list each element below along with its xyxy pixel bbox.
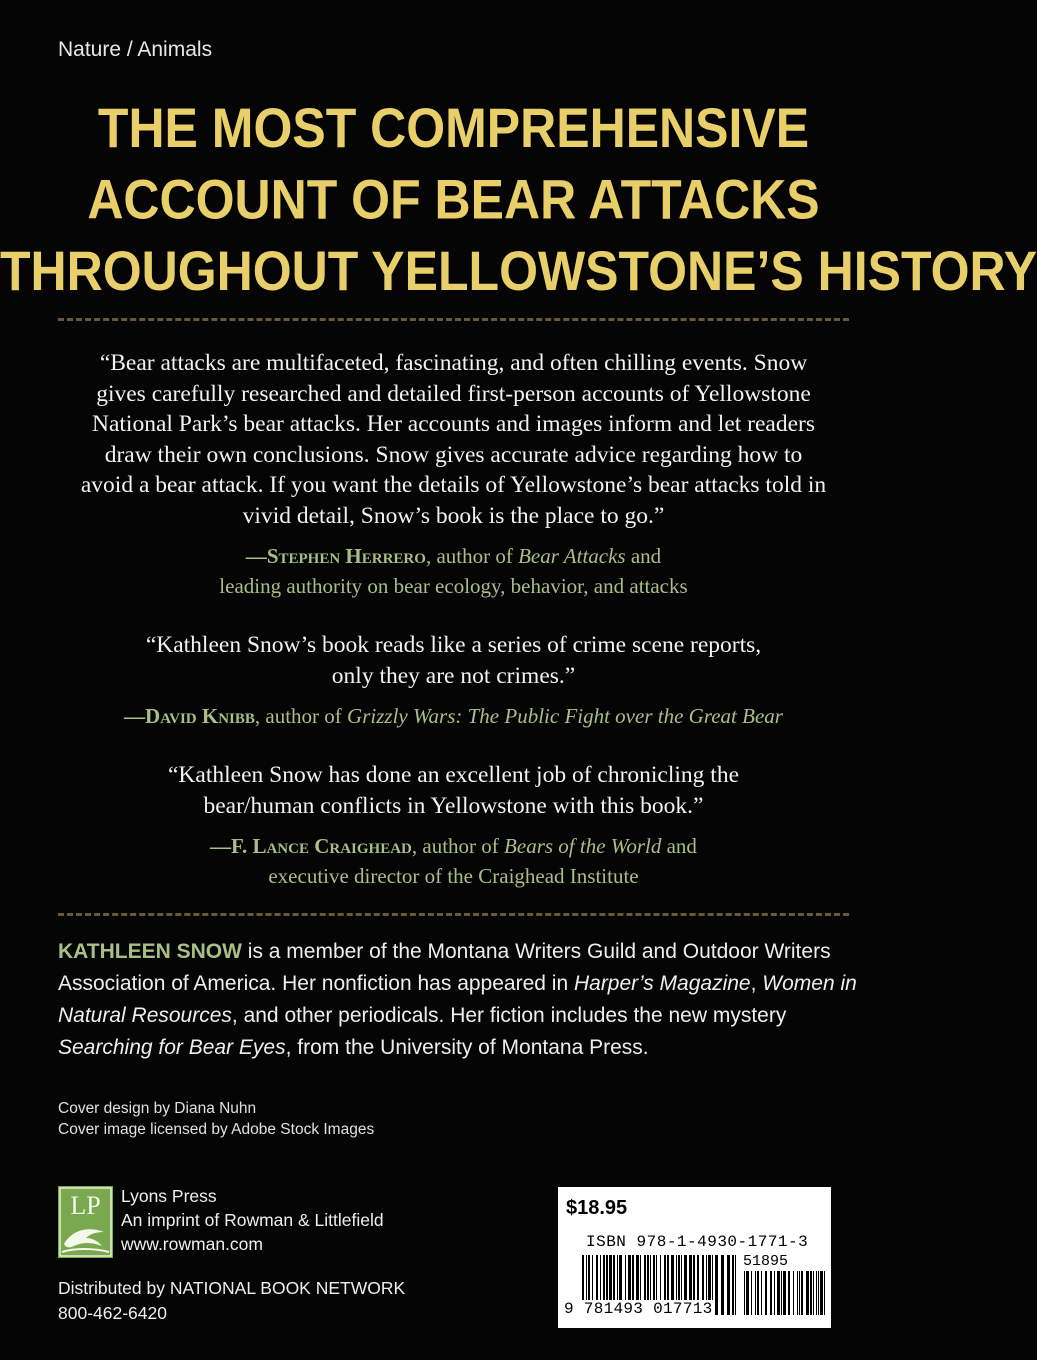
quote-line: avoid a bear attack. If you want the details of Yellowstone’s bear attacks told in [80,472,827,498]
barcode-bar [765,1271,767,1315]
barcode-bar [751,1271,752,1315]
review-quote-2 [40,630,867,691]
quote-line: “Kathleen Snow’s book reads like a series of crime scene reports, [145,632,762,658]
author-name: KATHLEEN SNOW [58,940,242,963]
attribution-text: and [661,834,697,858]
publisher-imprint: An imprint of Rowman & Littlefield [121,1210,384,1230]
barcode-bar [801,1271,803,1315]
barcode-bar [715,1255,718,1315]
attribution-line: leading authority on bear ecology, behavior, and attacks [219,574,688,598]
barcode-box [558,1187,831,1328]
barcode-bar [788,1271,790,1315]
quote-line: bear/human conflicts in Yellowstone with this book.” [203,792,704,819]
author-bio [58,936,858,1064]
design-credit: Cover design by Diana Nuhn [58,1100,257,1117]
barcode-bar [781,1271,782,1315]
distribution-info [58,1276,405,1326]
barcode-bar [810,1271,812,1315]
distributor: Distributed by NATIONAL BOOK NETWORK [58,1278,406,1298]
quote-line: gives carefully researched and detailed first-person accounts of Yellowstone [96,380,811,407]
price: $18.95 [566,1197,628,1219]
review-attribution-3 [40,831,867,891]
quote-line: “Bear attacks are multifaceted, fascinating, and often chilling events. Snow [99,350,808,376]
barcode-ean: 9 781493 017713 [564,1300,713,1318]
reviewer-name: —Stephen Herrero [245,544,426,568]
bio-title: Women in Natural Resources [58,972,857,1027]
headline [0,92,1037,307]
attribution-line: executive director of the Craighead Institute [268,864,639,888]
barcode-bar [799,1271,800,1315]
review-quote-1 [40,348,867,531]
barcode-bar [735,1255,736,1315]
bio-text: , and other periodicals. Her fiction includes the new mystery [231,1004,787,1027]
bio-text: , from the University of Montana Press. [285,1036,649,1059]
barcode-bar [746,1271,749,1315]
reviewer-name: —David Knibb [124,704,255,728]
barcode-bar [761,1271,762,1315]
divider-top [58,318,849,321]
barcode-bar [732,1255,734,1315]
attribution-text: , author of [425,544,519,568]
barcode-bar [813,1271,814,1315]
bio-title: Harper’s Magazine [573,972,751,995]
barcode-bar [793,1271,794,1315]
barcode-bar [816,1271,817,1315]
barcode-bar [744,1271,745,1315]
barcode-bar [727,1255,730,1315]
phone-number: 800-462-6420 [58,1303,167,1323]
barcode-bar [824,1271,825,1315]
quote-line: draw their own conclusions. Snow gives accurate advice regarding how to [104,441,803,468]
quote-line: only they are not crimes.” [331,662,576,689]
headline-line: THROUGHOUT YELLOWSTONE’S HISTORY [0,239,1037,303]
barcode-bar [777,1271,780,1315]
publisher-name: Lyons Press [121,1186,217,1206]
attribution-text: , author of [254,704,348,728]
publisher-info [121,1184,384,1256]
quote-line: “Kathleen Snow has done an excellent job of chronicling the [168,762,739,788]
barcode-bar [820,1271,823,1315]
barcode-bar [818,1271,819,1315]
attribution-text: and [625,544,662,568]
headline-line: ACCOUNT OF BEAR ATTACKS [87,168,820,231]
book-title: Bears of the World [504,834,662,858]
isbn: ISBN 978-1-4930-1771-3 [586,1233,809,1251]
barcode-bar [755,1271,756,1315]
barcode-bar [721,1255,724,1315]
barcode-bar [797,1271,798,1315]
logo-text: LP [70,1191,101,1220]
bio-text: , [750,972,763,995]
review-quote-3 [40,760,867,821]
book-title: Bear Attacks [518,544,626,568]
lp-dolphin-icon [58,1186,113,1258]
cover-credits [58,1098,374,1140]
bio-text: is a member of the Montana Writers Guild and Outdoor Writers Association of America. Her nonfiction has appeared in [58,940,831,995]
review-attribution-2 [40,701,867,731]
barcode-bar [757,1271,759,1315]
attribution-text: , author of [411,834,505,858]
quote-line: National Park’s bear attacks. Her accounts and images inform and let readers [91,411,815,437]
image-credit: Cover image licensed by Adobe Stock Images [58,1121,375,1138]
category-label: Nature / Animals [58,38,213,61]
reviewer-name: —F. Lance Craighead [210,834,412,858]
quote-line: vivid detail, Snow’s book is the place to go.” [242,502,665,529]
review-attribution-1 [40,541,867,601]
barcode-bar [783,1271,786,1315]
barcode-supplement: 51895 [743,1253,789,1270]
divider-bottom [58,913,849,916]
barcode-bar [806,1271,809,1315]
barcode-bar [770,1271,772,1315]
publisher-url: www.rowman.com [121,1234,263,1254]
bio-title: Searching for Bear Eyes [58,1036,286,1059]
publisher-logo-icon [58,1186,113,1258]
barcode-bar [774,1271,775,1315]
book-title: Grizzly Wars: The Public Fight over the Great Bear [347,704,783,728]
headline-line: THE MOST COMPREHENSIVE [97,96,810,160]
